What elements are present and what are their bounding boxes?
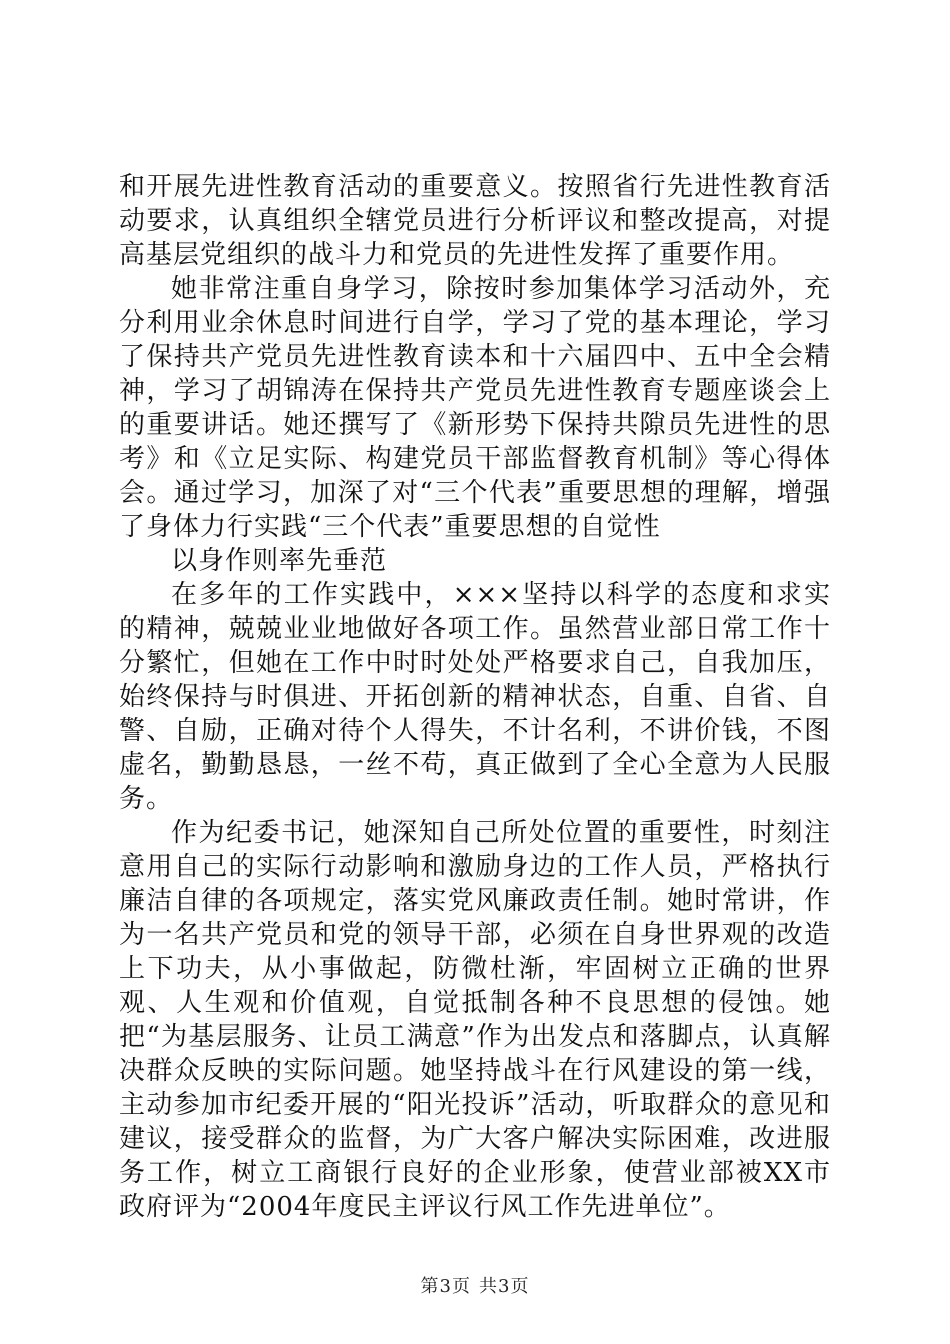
section-heading: 以身作则率先垂范 xyxy=(171,546,388,576)
document-body xyxy=(119,170,831,1224)
page-number: 第3页 xyxy=(420,1276,471,1297)
paragraph-1: 和开展先进性教育活动的重要意义。按照省行先进性教育活动要求，认真组织全辖党员进行分析评议和整改提高，对提高基层党组织的战斗力和党员的先进性发挥了重要作用。 xyxy=(119,172,831,270)
paragraph-4: 作为纪委书记，她深知自己所处位置的重要性，时刻注意用自己的实际行动影响和激励身边的工作人员，严格执行廉洁自律的各项规定，落实党风廉政责任制。她时常讲，作为一名共产党员和党的领导干部，必须在自身世界观的改造上下功夫，从小事做起，防微杜渐，牢固树立正确的世界观、人生观和价值观，自觉抵制各种不良思想的侵蚀。她把“为基层服务、让员工满意”作为出发点和落脚点，认真解决群众反映的实际问题。她坚持战斗在行风建设的第一线，主动参加市纪委开展的“阳光投诉”活动，听取群众的意见和建议，接受群众的监督，为广大客户解决实际困难，改进服务工作，树立工商银行良好的企业形象，使营业部被XX市政府评为“2004年度民主评议行风工作先进单位”。 xyxy=(119,818,831,1222)
paragraph-2: 她非常注重自身学习，除按时参加集体学习活动外，充分利用业余休息时间进行自学，学习了党的基本理论，学习了保持共产党员先进性教育读本和十六届四中、五中全会精神，学习了胡锦涛在保持共产党员先进性教育专题座谈会上的重要讲话。她还撰写了《新形势下保持共隙员先进性的思考》和《立足实际、构建党员干部监督教育机制》等心得体会。通过学习，加深了对“三个代表”重要思想的理解，增强了身体力行实践“三个代表”重要思想的自觉性 xyxy=(119,274,831,542)
page-footer xyxy=(0,1272,950,1298)
paragraph-3: 在多年的工作实践中，×××坚持以科学的态度和求实的精神，兢兢业业地做好各项工作。虽然营业部日常工作十分繁忙，但她在工作中时时处处严格要求自己，自我加压，始终保持与时俱进、开拓创新的精神状态，自重、自省、自警、自励，正确对待个人得失，不计名利，不讲价钱，不图虚名，勤勤恳恳，一丝不苟，真正做到了全心全意为人民服务。 xyxy=(119,580,831,814)
page-total: 共3页 xyxy=(479,1276,530,1297)
